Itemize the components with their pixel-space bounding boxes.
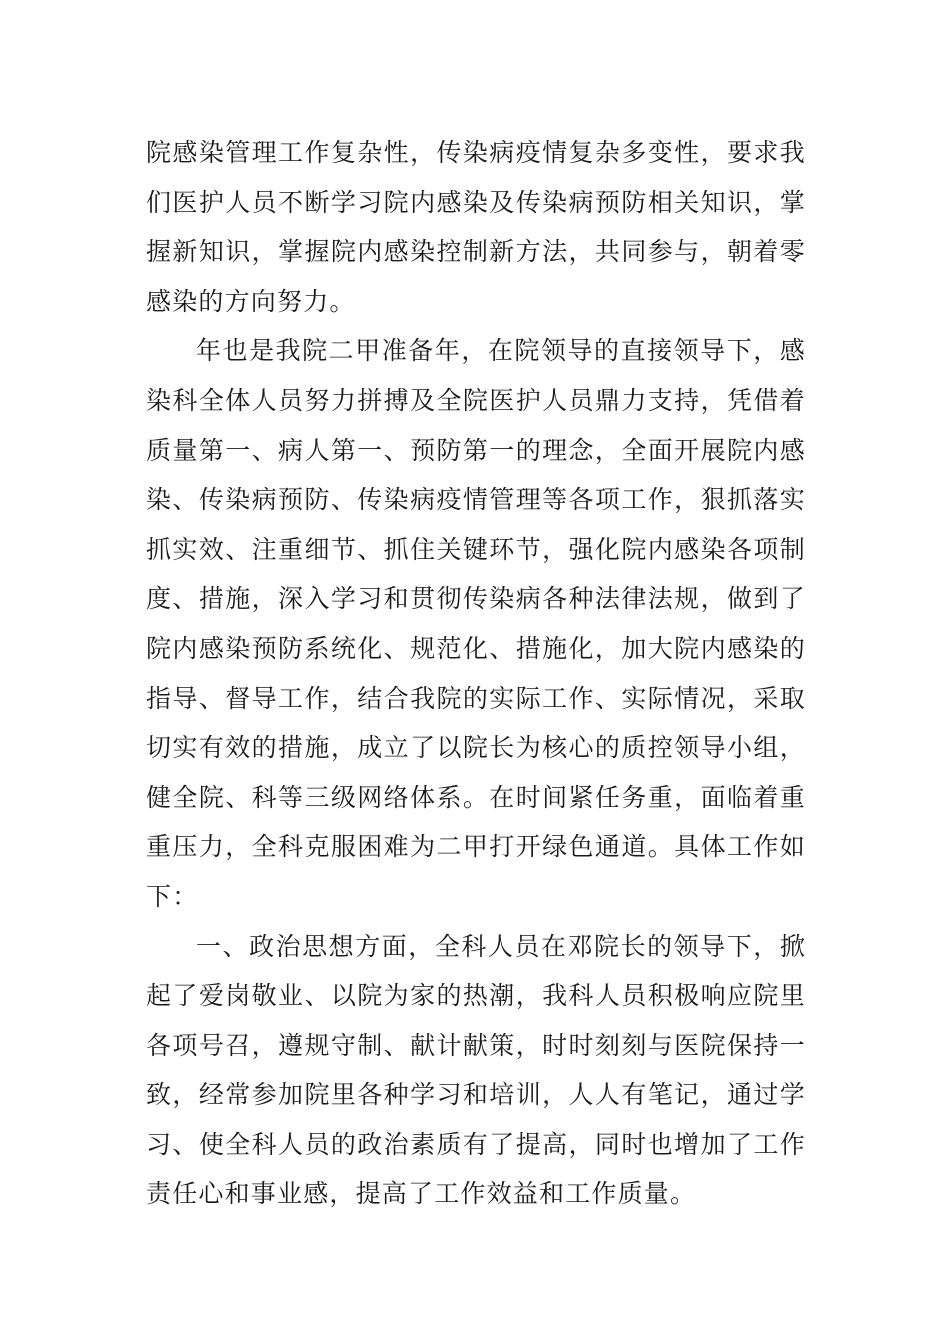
paragraph-1: 院感染管理工作复杂性，传染病疫情复杂多变性，要求我们医护人员不断学习院内感染及传染病预防相关知识，掌握新知识，掌握院内感染控制新方法，共同参与，朝着零感染的方向努力。 (146, 138, 806, 316)
document-body (146, 128, 806, 1219)
paragraph-3: 一、政治思想方面，全科人员在邓院长的领导下，掀起了爱岗敬业、以院为家的热潮，我科人员积极响应院里各项号召，遵规守制、献计献策，时时刻刻与医院保持一致，经常参加院里各种学习和培训，人人有笔记，通过学习、使全科人员的政治素质有了提高，同时也增加了工作责任心和事业感，提高了工作效益和工作质量。 (146, 931, 806, 1209)
paragraph-2: 年也是我院二甲准备年，在院领导的直接领导下，感染科全体人员努力拼搏及全院医护人员鼎力支持，凭借着质量第一、病人第一、预防第一的理念，全面开展院内感染、传染病预防、传染病疫情管理等各项工作，狠抓落实抓实效、注重细节、抓住关键环节，强化院内感染各项制度、措施，深入学习和贯彻传染病各种法律法规，做到了院内感染预防系统化、规范化、措施化，加大院内感染的指导、督导工作，结合我院的实际工作、实际情况，采取切实有效的措施，成立了以院长为核心的质控领导小组，健全院、科等三级网络体系。在时间紧任务重，面临着重重压力，全科克服困难为二甲打开绿色通道。具体工作如下： (146, 336, 806, 911)
